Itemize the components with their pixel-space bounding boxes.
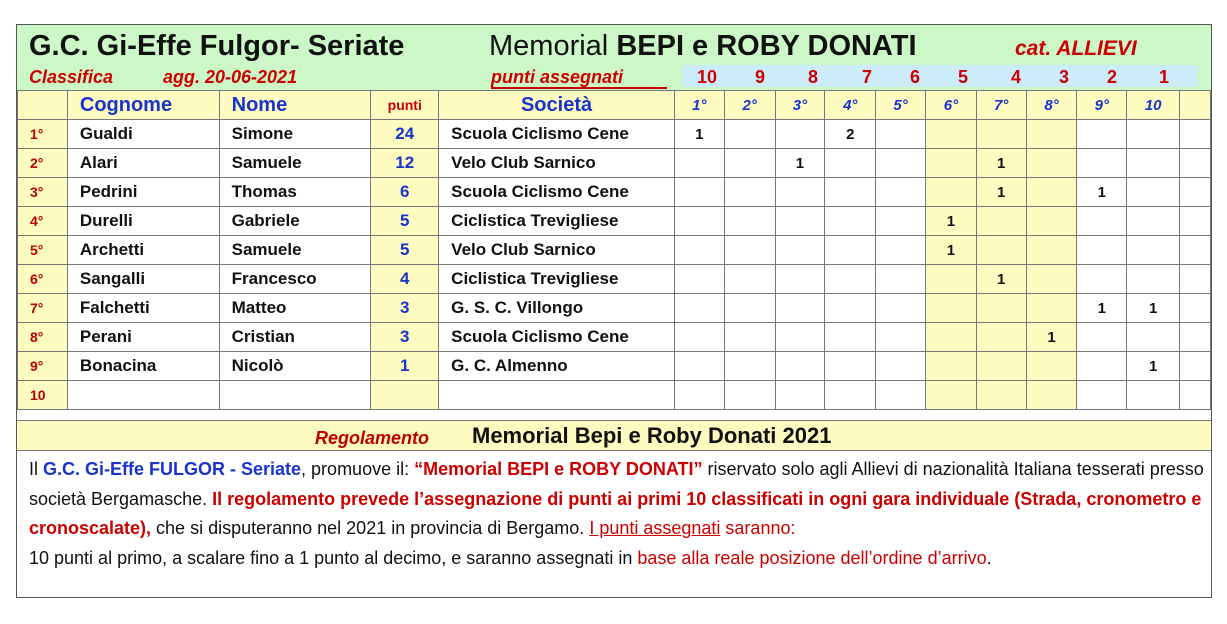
points-assigned-label: punti assegnati xyxy=(491,67,624,87)
societa-cell: Ciclistica Trevigliese xyxy=(439,265,675,294)
race-cell xyxy=(1127,323,1180,352)
race-cell xyxy=(1127,265,1180,294)
table-row xyxy=(18,265,1211,294)
race-cell: 1 xyxy=(976,178,1026,207)
race-cell xyxy=(724,265,775,294)
race-cell xyxy=(1127,236,1180,265)
ranking-sheet xyxy=(16,24,1212,598)
header-race: 10 xyxy=(1127,91,1180,120)
regolamento-bar xyxy=(17,420,1211,451)
race-cell xyxy=(1026,149,1077,178)
extra-cell xyxy=(1180,352,1211,381)
club-title: G.C. Gi-Effe Fulgor- Seriate xyxy=(29,30,405,62)
regolamento-paragraph-1 xyxy=(29,455,1204,544)
header-societa: Società xyxy=(439,91,675,120)
race-cell xyxy=(775,265,825,294)
table-row xyxy=(18,381,1211,410)
nome-cell xyxy=(219,381,371,410)
header-extra xyxy=(1180,91,1211,120)
cognome-cell: Pedrini xyxy=(67,178,219,207)
punti-cell: 3 xyxy=(371,323,439,352)
race-cell xyxy=(724,323,775,352)
points-value: 7 xyxy=(861,67,872,87)
race-cell xyxy=(876,120,926,149)
nome-cell: Nicolò xyxy=(219,352,371,381)
text-fragment: 10 punti al primo, a scalare fino a 1 punto al decimo, e saranno assegnati in xyxy=(29,547,638,568)
race-cell: 1 xyxy=(775,149,825,178)
race-cell xyxy=(1026,352,1077,381)
arrival-order-text: base alla reale posizione dell’ordine d’arrivo xyxy=(637,547,987,568)
race-cell xyxy=(926,323,977,352)
header-nome: Nome xyxy=(219,91,371,120)
race-cell xyxy=(674,236,724,265)
race-cell xyxy=(825,352,876,381)
societa-cell: Ciclistica Trevigliese xyxy=(439,207,675,236)
race-cell xyxy=(1026,265,1077,294)
table-header-row xyxy=(18,91,1211,120)
extra-cell xyxy=(1180,120,1211,149)
race-cell xyxy=(1077,149,1127,178)
memorial-title xyxy=(489,30,917,63)
cognome-cell xyxy=(67,381,219,410)
societa-cell: Velo Club Sarnico xyxy=(439,236,675,265)
cognome-cell: Sangalli xyxy=(67,265,219,294)
points-value: 8 xyxy=(807,67,818,87)
header-race: 7° xyxy=(976,91,1026,120)
cognome-cell: Bonacina xyxy=(67,352,219,381)
race-cell xyxy=(1026,120,1077,149)
cognome-cell: Falchetti xyxy=(67,294,219,323)
race-cell xyxy=(1026,294,1077,323)
race-cell xyxy=(926,265,977,294)
regolamento-label: Regolamento xyxy=(315,428,430,448)
race-cell xyxy=(775,236,825,265)
race-cell xyxy=(976,294,1026,323)
race-cell xyxy=(674,149,724,178)
rank-cell: 7° xyxy=(18,294,68,323)
club-name-inline: G.C. Gi-Effe FULGOR - Seriate xyxy=(43,459,302,479)
race-cell: 1 xyxy=(1077,294,1127,323)
text-fragment: Il xyxy=(29,459,44,479)
societa-cell: Velo Club Sarnico xyxy=(439,149,675,178)
cognome-cell: Archetti xyxy=(67,236,219,265)
cognome-cell: Durelli xyxy=(67,207,219,236)
memorial-prefix: Memorial xyxy=(489,30,609,62)
race-cell xyxy=(876,352,926,381)
race-cell xyxy=(775,294,825,323)
race-cell xyxy=(976,352,1026,381)
race-cell xyxy=(876,207,926,236)
rank-cell: 4° xyxy=(18,207,68,236)
race-cell xyxy=(724,120,775,149)
race-cell xyxy=(976,323,1026,352)
race-cell: 1 xyxy=(976,149,1026,178)
race-cell xyxy=(674,323,724,352)
race-cell xyxy=(926,120,977,149)
race-cell xyxy=(674,207,724,236)
race-cell xyxy=(926,381,977,410)
race-cell xyxy=(775,120,825,149)
race-cell xyxy=(1077,352,1127,381)
extra-cell xyxy=(1180,381,1211,410)
race-cell xyxy=(926,352,977,381)
table-row xyxy=(18,149,1211,178)
punti-cell: 4 xyxy=(371,265,439,294)
table-row xyxy=(18,352,1211,381)
table-row xyxy=(18,120,1211,149)
points-value: 9 xyxy=(754,67,765,87)
race-cell: 1 xyxy=(1077,178,1127,207)
header-band xyxy=(17,25,1211,90)
societa-cell xyxy=(439,381,675,410)
points-value: 5 xyxy=(957,67,968,87)
race-cell: 1 xyxy=(926,207,977,236)
cognome-cell: Alari xyxy=(67,149,219,178)
header-punti: punti xyxy=(371,91,439,120)
race-cell xyxy=(825,265,876,294)
header-race: 3° xyxy=(775,91,825,120)
race-cell xyxy=(724,352,775,381)
race-cell: 1 xyxy=(926,236,977,265)
points-value: 3 xyxy=(1058,67,1069,87)
nome-cell: Samuele xyxy=(219,236,371,265)
race-cell xyxy=(674,381,724,410)
race-cell xyxy=(1077,207,1127,236)
memorial-name: BEPI e ROBY DONATI xyxy=(616,30,917,62)
race-cell xyxy=(876,149,926,178)
rank-cell: 10 xyxy=(18,381,68,410)
rank-cell: 6° xyxy=(18,265,68,294)
race-cell xyxy=(1077,323,1127,352)
punti-cell: 1 xyxy=(371,352,439,381)
race-cell xyxy=(674,294,724,323)
societa-cell: Scuola Ciclismo Cene xyxy=(439,120,675,149)
table-row xyxy=(18,236,1211,265)
societa-cell: Scuola Ciclismo Cene xyxy=(439,178,675,207)
race-cell xyxy=(1127,120,1180,149)
race-cell xyxy=(825,381,876,410)
points-value: 1 xyxy=(1158,67,1169,87)
rank-cell: 3° xyxy=(18,178,68,207)
race-cell xyxy=(775,178,825,207)
extra-cell xyxy=(1180,207,1211,236)
regolamento-title: Memorial Bepi e Roby Donati 2021 xyxy=(472,423,832,448)
race-cell xyxy=(1026,381,1077,410)
race-cell xyxy=(876,381,926,410)
race-cell xyxy=(876,178,926,207)
race-cell xyxy=(876,265,926,294)
extra-cell xyxy=(1180,265,1211,294)
memorial-name-inline: “Memorial BEPI e ROBY DONATI” xyxy=(414,459,703,479)
race-cell xyxy=(926,294,977,323)
nome-cell: Francesco xyxy=(219,265,371,294)
race-cell xyxy=(976,236,1026,265)
text-fragment: riservato solo agli Allievi di nazionalità Italiana tesserati presso società Bergamasche. xyxy=(29,459,1204,509)
race-cell xyxy=(876,236,926,265)
race-cell xyxy=(825,236,876,265)
updated-date: agg. 20-06-2021 xyxy=(163,67,298,87)
points-value: 10 xyxy=(696,67,718,87)
race-cell xyxy=(976,120,1026,149)
race-cell: 1 xyxy=(976,265,1026,294)
race-cell xyxy=(1127,178,1180,207)
race-cell: 1 xyxy=(1127,352,1180,381)
race-cell xyxy=(1077,236,1127,265)
race-cell xyxy=(775,352,825,381)
race-cell xyxy=(724,294,775,323)
race-cell xyxy=(976,207,1026,236)
race-cell xyxy=(1127,149,1180,178)
points-value: 6 xyxy=(909,67,920,87)
race-cell xyxy=(976,381,1026,410)
extra-cell xyxy=(1180,294,1211,323)
race-cell xyxy=(825,207,876,236)
race-cell xyxy=(1127,381,1180,410)
race-cell: 1 xyxy=(674,120,724,149)
race-cell: 2 xyxy=(825,120,876,149)
category-label: cat. ALLIEVI xyxy=(1015,37,1137,60)
nome-cell: Cristian xyxy=(219,323,371,352)
rank-cell: 9° xyxy=(18,352,68,381)
text-fragment: . xyxy=(986,547,992,568)
punti-cell: 5 xyxy=(371,207,439,236)
header-pos-cell xyxy=(18,91,68,120)
text-fragment: saranno: xyxy=(720,518,796,538)
points-label-underline xyxy=(491,87,667,89)
race-cell xyxy=(775,381,825,410)
nome-cell: Matteo xyxy=(219,294,371,323)
race-cell xyxy=(926,149,977,178)
rank-cell: 5° xyxy=(18,236,68,265)
race-cell xyxy=(825,178,876,207)
race-cell xyxy=(1127,207,1180,236)
race-cell xyxy=(1026,236,1077,265)
race-cell xyxy=(674,265,724,294)
punti-cell: 3 xyxy=(371,294,439,323)
societa-cell: Scuola Ciclismo Cene xyxy=(439,323,675,352)
race-cell xyxy=(724,149,775,178)
text-fragment: , promuove il: xyxy=(301,459,415,479)
classifica-label: Classifica xyxy=(29,67,114,87)
header-race: 8° xyxy=(1026,91,1077,120)
race-cell xyxy=(876,294,926,323)
text-fragment: che si disputeranno nel 2021 in provincia di Bergamo. xyxy=(151,518,590,538)
header-race: 9° xyxy=(1077,91,1127,120)
nome-cell: Gabriele xyxy=(219,207,371,236)
header-race: 1° xyxy=(674,91,724,120)
race-cell xyxy=(876,323,926,352)
race-cell xyxy=(825,323,876,352)
header-race: 4° xyxy=(825,91,876,120)
race-cell xyxy=(724,381,775,410)
table-row xyxy=(18,323,1211,352)
race-cell xyxy=(775,207,825,236)
extra-cell xyxy=(1180,178,1211,207)
table-row xyxy=(18,178,1211,207)
punti-cell: 6 xyxy=(371,178,439,207)
rank-cell: 8° xyxy=(18,323,68,352)
ranking-table xyxy=(17,90,1211,410)
punti-cell: 12 xyxy=(371,149,439,178)
punti-cell xyxy=(371,381,439,410)
race-cell xyxy=(674,178,724,207)
regolamento-text xyxy=(29,455,1204,573)
table-row xyxy=(18,294,1211,323)
race-cell xyxy=(724,178,775,207)
nome-cell: Simone xyxy=(219,120,371,149)
punti-cell: 24 xyxy=(371,120,439,149)
header-race: 6° xyxy=(926,91,977,120)
cognome-cell: Gualdi xyxy=(67,120,219,149)
cognome-cell: Perani xyxy=(67,323,219,352)
race-cell xyxy=(724,207,775,236)
race-cell xyxy=(1026,178,1077,207)
race-cell xyxy=(775,323,825,352)
race-cell xyxy=(674,352,724,381)
points-value: 4 xyxy=(1010,67,1021,87)
rule-text: Il regolamento prevede l’assegnazione di punti ai primi 10 classificati in ogni gara individuale (Strada, cronometro e cronoscalate), xyxy=(29,488,1202,538)
race-cell xyxy=(825,294,876,323)
extra-cell xyxy=(1180,149,1211,178)
societa-cell: G. C. Almenno xyxy=(439,352,675,381)
nome-cell: Samuele xyxy=(219,149,371,178)
header-cognome: Cognome xyxy=(67,91,219,120)
header-race: 2° xyxy=(724,91,775,120)
extra-cell xyxy=(1180,236,1211,265)
extra-cell xyxy=(1180,323,1211,352)
race-cell xyxy=(724,236,775,265)
race-cell xyxy=(825,149,876,178)
table-row xyxy=(18,207,1211,236)
race-cell xyxy=(1026,207,1077,236)
punti-assegnati-inline: I punti assegnati xyxy=(589,518,721,538)
race-cell: 1 xyxy=(1127,294,1180,323)
race-cell: 1 xyxy=(1026,323,1077,352)
race-cell xyxy=(926,178,977,207)
header-race: 5° xyxy=(876,91,926,120)
race-cell xyxy=(1077,120,1127,149)
regolamento-paragraph-2 xyxy=(29,544,1204,574)
race-cell xyxy=(1077,265,1127,294)
punti-cell: 5 xyxy=(371,236,439,265)
points-value: 2 xyxy=(1106,67,1117,87)
rank-cell: 1° xyxy=(18,120,68,149)
race-cell xyxy=(1077,381,1127,410)
societa-cell: G. S. C. Villongo xyxy=(439,294,675,323)
nome-cell: Thomas xyxy=(219,178,371,207)
rank-cell: 2° xyxy=(18,149,68,178)
